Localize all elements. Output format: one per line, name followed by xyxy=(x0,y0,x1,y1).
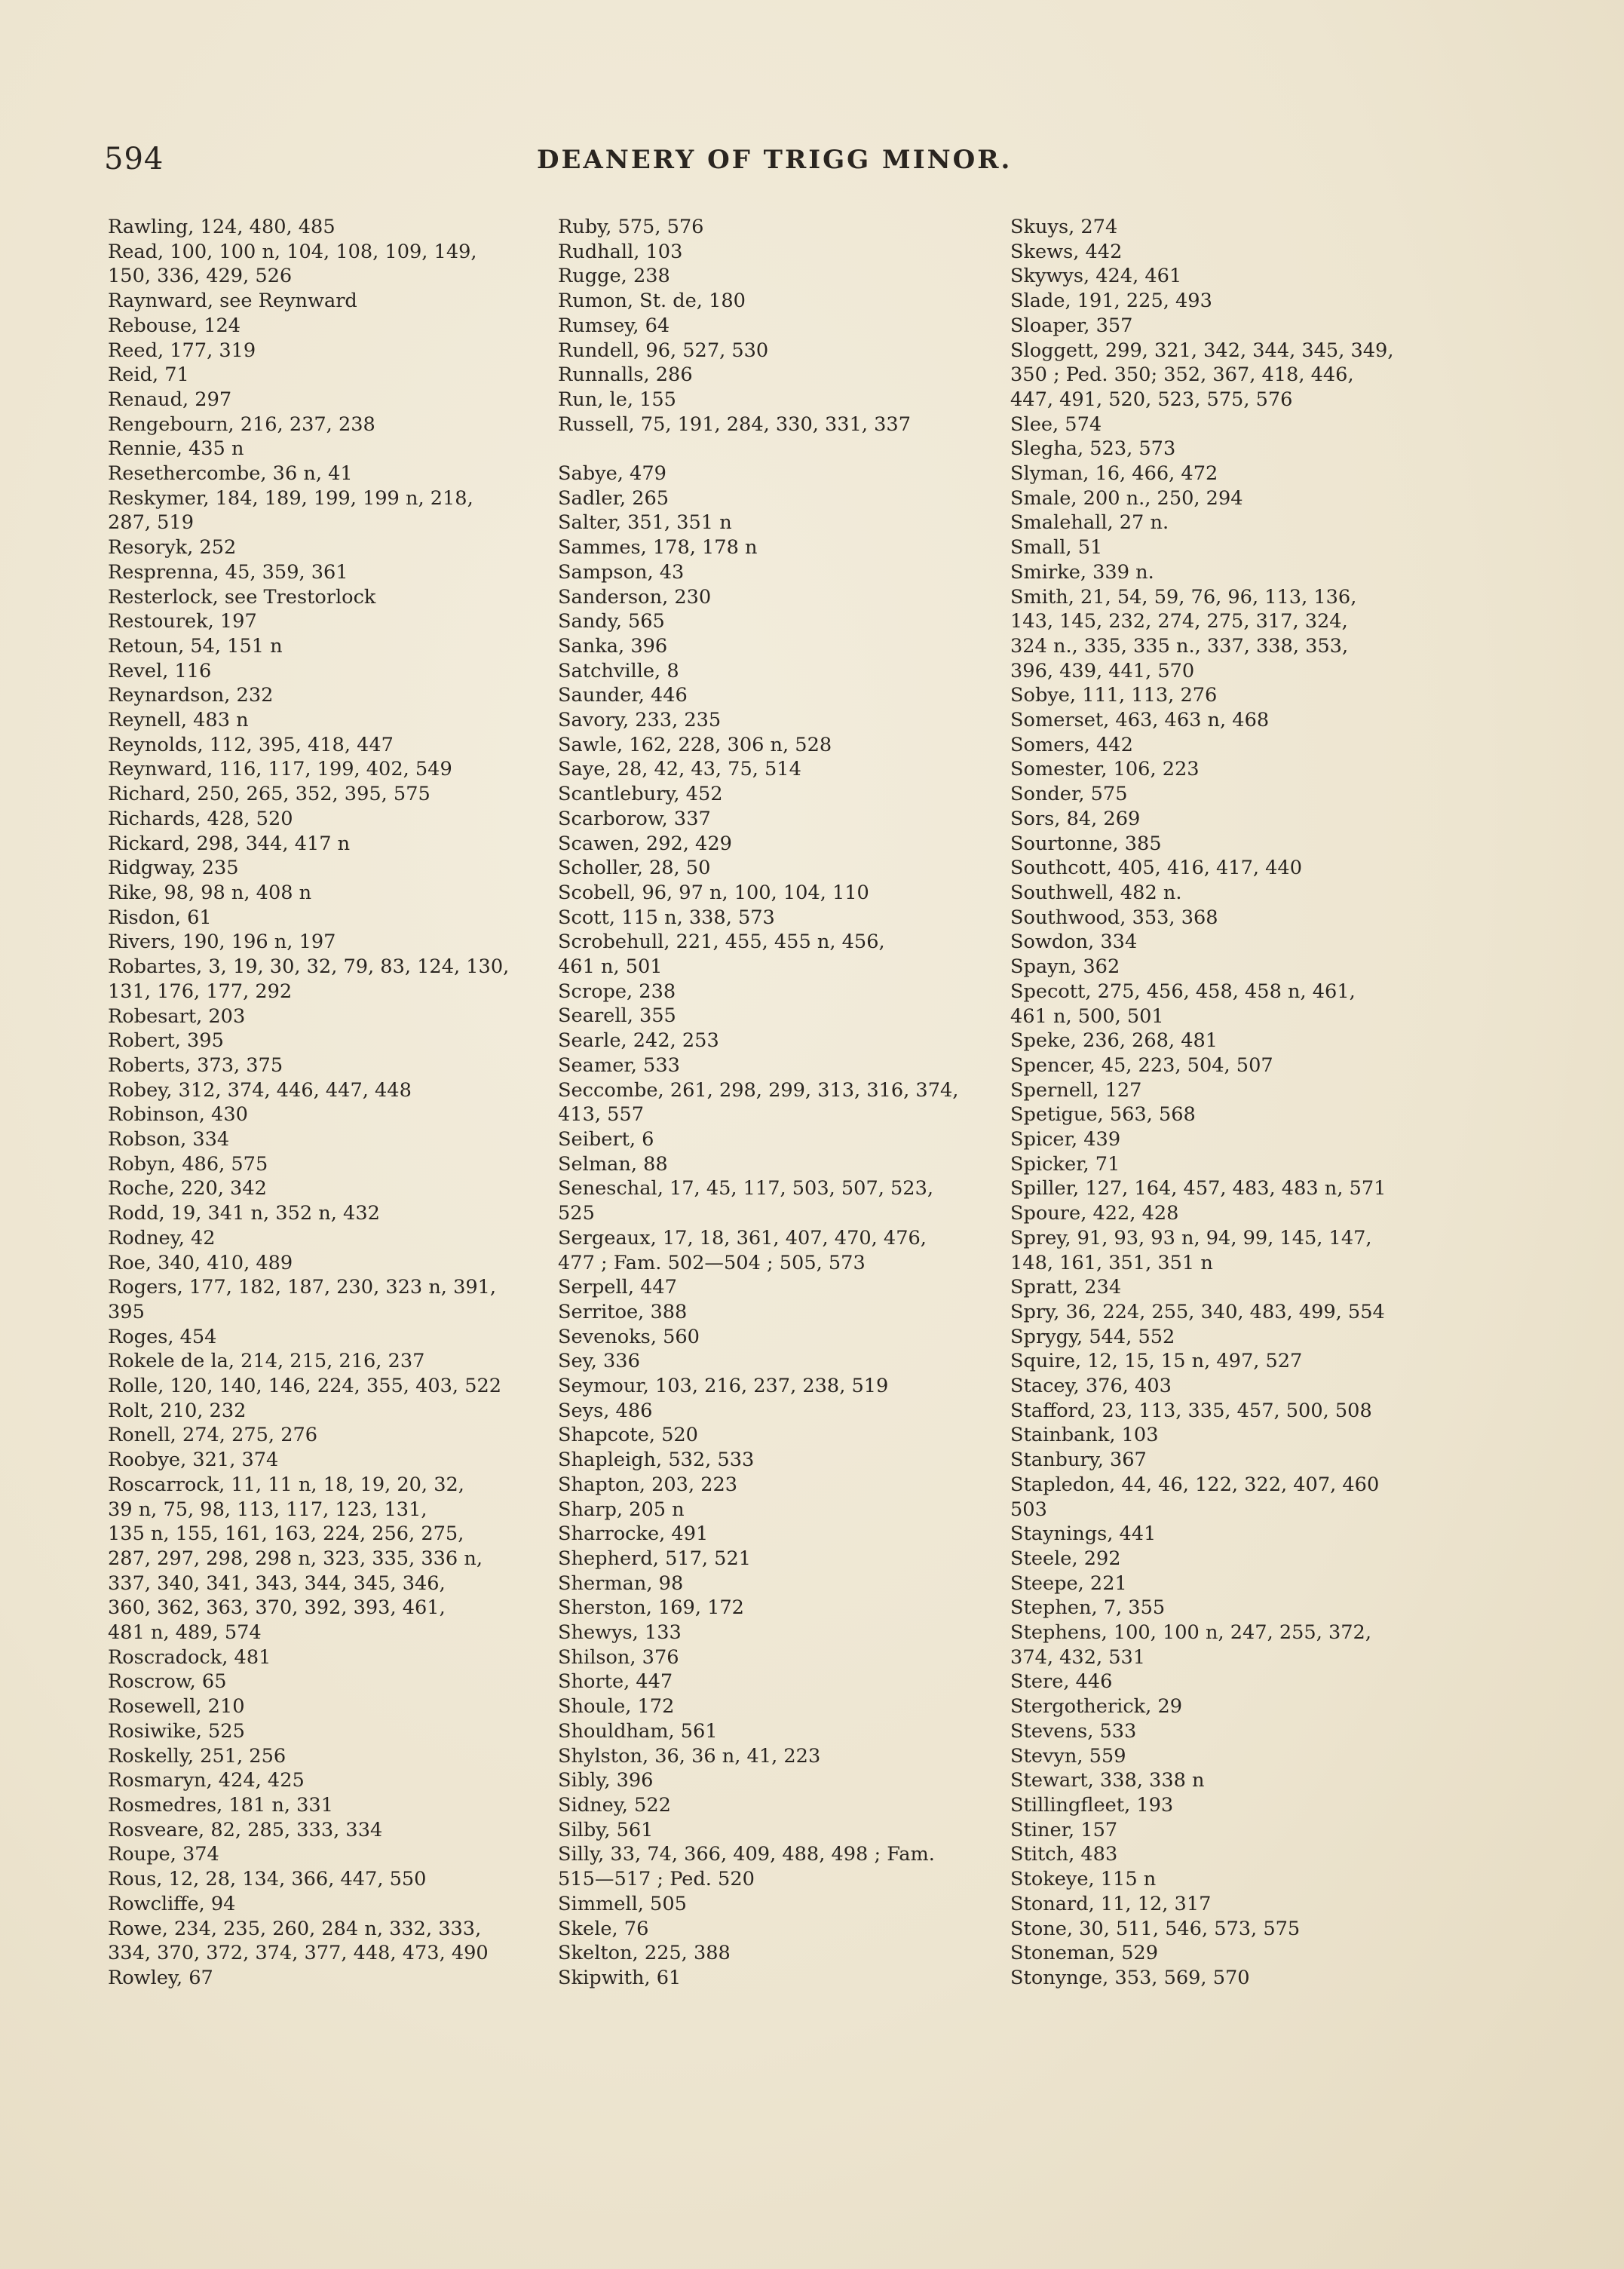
index-entry: Seneschal, 17, 45, 117, 503, 507, 523, xyxy=(558,1177,934,1200)
index-entry: Sey, 336 xyxy=(558,1350,640,1373)
index-entry: Spayn, 362 xyxy=(1010,955,1120,979)
index-entry: Sherston, 169, 172 xyxy=(558,1596,744,1620)
index-entry: Smalehall, 27 n. xyxy=(1010,511,1169,535)
index-entry: Rivers, 190, 196 n, 197 xyxy=(108,931,336,954)
index-entry: Steele, 292 xyxy=(1010,1547,1121,1570)
index-entry: Restourek, 197 xyxy=(108,610,257,633)
index-entry: 395 xyxy=(108,1300,145,1323)
index-entry: 515—517 ; Ped. 520 xyxy=(558,1868,755,1891)
index-entry: Spicer, 439 xyxy=(1010,1128,1121,1151)
index-entry: Spry, 36, 224, 255, 340, 483, 499, 554 xyxy=(1010,1300,1385,1323)
index-entry: Shorte, 447 xyxy=(558,1670,673,1694)
index-entry: Shoule, 172 xyxy=(558,1695,675,1719)
index-entry: Sloaper, 357 xyxy=(1010,314,1133,337)
index-entry: Stapledon, 44, 46, 122, 322, 407, 460 xyxy=(1010,1473,1380,1496)
index-entry: Searle, 242, 253 xyxy=(558,1029,719,1053)
index-entry: Seamer, 533 xyxy=(558,1053,680,1077)
index-entry: Somers, 442 xyxy=(1010,733,1133,756)
index-entry: 525 xyxy=(558,1202,595,1225)
index-entry: Rumsey, 64 xyxy=(558,314,670,337)
index-entry: Spernell, 127 xyxy=(1010,1078,1142,1102)
index-entry: Stafford, 23, 113, 335, 457, 500, 508 xyxy=(1010,1399,1372,1422)
index-entry: Seccombe, 261, 298, 299, 313, 316, 374, xyxy=(558,1078,959,1102)
index-entry: Resterlock, see Trestorlock xyxy=(108,585,376,609)
index-entry: Rosiwike, 525 xyxy=(108,1719,245,1743)
index-entry: Smale, 200 n., 250, 294 xyxy=(1010,486,1243,510)
index-entry: Sanderson, 230 xyxy=(558,585,712,609)
index-entry: Speke, 236, 268, 481 xyxy=(1010,1029,1218,1053)
index-entry: Spoure, 422, 428 xyxy=(1010,1202,1179,1225)
index-entry: Reynardson, 232 xyxy=(108,684,274,707)
index-entry: 131, 176, 177, 292 xyxy=(108,980,293,1003)
index-entry: Seys, 486 xyxy=(558,1399,653,1422)
index-entry: 337, 340, 341, 343, 344, 345, 346, xyxy=(108,1571,446,1595)
index-entry: Rike, 98, 98 n, 408 n xyxy=(108,881,312,904)
index-entry: 135 n, 155, 161, 163, 224, 256, 275, xyxy=(108,1522,464,1546)
index-entry: Skelton, 225, 388 xyxy=(558,1942,731,1965)
index-entry: Saunder, 446 xyxy=(558,684,688,707)
index-entry: Roscarrock, 11, 11 n, 18, 19, 20, 32, xyxy=(108,1473,464,1496)
index-entry: Rodney, 42 xyxy=(108,1226,216,1249)
index-entry: Sourtonne, 385 xyxy=(1010,832,1162,855)
index-entry: Spencer, 45, 223, 504, 507 xyxy=(1010,1053,1273,1077)
index-entry: Seymour, 103, 216, 237, 238, 519 xyxy=(558,1375,889,1398)
index-entry: 461 n, 501 xyxy=(558,955,663,979)
index-entry: Retoun, 54, 151 n xyxy=(108,634,283,658)
index-entry: Rumon, St. de, 180 xyxy=(558,290,746,313)
index-entry: 148, 161, 351, 351 n xyxy=(1010,1251,1213,1274)
index-entry: Skipwith, 61 xyxy=(558,1966,682,1989)
index-entry: 287, 297, 298, 298 n, 323, 335, 336 n, xyxy=(108,1547,483,1570)
index-entry: Rebouse, 124 xyxy=(108,314,241,337)
index-entry: Stanbury, 367 xyxy=(1010,1449,1147,1472)
index-entry: Selman, 88 xyxy=(558,1152,668,1176)
index-entry: 287, 519 xyxy=(108,511,194,535)
index-entry: Reskymer, 184, 189, 199, 199 n, 218, xyxy=(108,486,473,510)
index-entry: Robey, 312, 374, 446, 447, 448 xyxy=(108,1078,412,1102)
section-gap xyxy=(558,437,1010,461)
index-entry: Sandy, 565 xyxy=(558,610,665,633)
index-entry: Stitch, 483 xyxy=(1010,1843,1118,1866)
index-entry: Roscrow, 65 xyxy=(108,1670,227,1694)
index-entry: Rosveare, 82, 285, 333, 334 xyxy=(108,1818,383,1841)
index-entry: Spratt, 234 xyxy=(1010,1276,1122,1299)
index-entry: Rickard, 298, 344, 417 n xyxy=(108,832,351,855)
index-entry: Ridgway, 235 xyxy=(108,857,239,880)
index-entry: Richards, 428, 520 xyxy=(108,807,293,830)
index-entry: Smirke, 339 n. xyxy=(1010,560,1154,584)
index-entry: Rawling, 124, 480, 485 xyxy=(108,216,336,238)
index-entry: Stere, 446 xyxy=(1010,1670,1113,1694)
index-entry: Saye, 28, 42, 43, 75, 514 xyxy=(558,758,801,781)
page-number: 594 xyxy=(104,142,164,176)
index-entry: Sampson, 43 xyxy=(558,560,685,584)
index-entry: Rosmaryn, 424, 425 xyxy=(108,1769,305,1792)
index-entry: Robson, 334 xyxy=(108,1128,230,1151)
index-entry: Stiner, 157 xyxy=(1010,1818,1118,1841)
index-entry: Robinson, 430 xyxy=(108,1103,248,1127)
index-entry: Sprey, 91, 93, 93 n, 94, 99, 145, 147, xyxy=(1010,1226,1372,1249)
index-entry: Roscradock, 481 xyxy=(108,1645,271,1669)
index-entry: Rosmedres, 181 n, 331 xyxy=(108,1794,333,1817)
index-entry: Scott, 115 n, 338, 573 xyxy=(558,906,775,929)
index-entry: Spicker, 71 xyxy=(1010,1152,1120,1176)
index-entry: Russell, 75, 191, 284, 330, 331, 337 xyxy=(558,412,911,436)
index-entry: Resoryk, 252 xyxy=(108,536,237,560)
index-entry: Spetigue, 563, 568 xyxy=(1010,1103,1196,1127)
index-entry: Shylston, 36, 36 n, 41, 223 xyxy=(558,1744,821,1768)
index-entry: Southwood, 353, 368 xyxy=(1010,906,1218,929)
index-entry: Rengebourn, 216, 237, 238 xyxy=(108,412,375,436)
index-entry: 461 n, 500, 501 xyxy=(1010,1004,1164,1028)
index-entry: Stillingfleet, 193 xyxy=(1010,1794,1174,1817)
index-entry: Shapleigh, 532, 533 xyxy=(558,1449,755,1472)
index-entry: Stonard, 11, 12, 317 xyxy=(1010,1892,1212,1915)
index-entry: Scarborow, 337 xyxy=(558,807,711,830)
index-entry: Roges, 454 xyxy=(108,1325,217,1348)
index-entry: Stewart, 338, 338 n xyxy=(1010,1769,1205,1792)
index-entry: Shewys, 133 xyxy=(558,1621,682,1645)
index-entry: Shapcote, 520 xyxy=(558,1424,698,1447)
index-entry: Sobye, 111, 113, 276 xyxy=(1010,684,1218,707)
index-entry: 374, 432, 531 xyxy=(1010,1645,1146,1669)
index-entry: Staynings, 441 xyxy=(1010,1522,1157,1546)
index-entry: Shepherd, 517, 521 xyxy=(558,1547,752,1570)
index-entry: Revel, 116 xyxy=(108,659,212,682)
index-entry: Southcott, 405, 416, 417, 440 xyxy=(1010,857,1302,880)
index-entry: Resprenna, 45, 359, 361 xyxy=(108,560,348,584)
index-entry: Rous, 12, 28, 134, 366, 447, 550 xyxy=(108,1868,427,1891)
index-entry: Roche, 220, 342 xyxy=(108,1177,267,1200)
index-entry: Stevens, 533 xyxy=(1010,1719,1137,1743)
index-entry: Serpell, 447 xyxy=(558,1276,677,1299)
index-entry: Shouldham, 561 xyxy=(558,1719,718,1743)
index-entry: Rowcliffe, 94 xyxy=(108,1892,236,1915)
index-entry: Roberts, 373, 375 xyxy=(108,1053,283,1077)
index-column-3 xyxy=(1010,215,1463,1991)
index-entry: Rolle, 120, 140, 146, 224, 355, 403, 522 xyxy=(108,1375,502,1398)
index-entry: Roskelly, 251, 256 xyxy=(108,1744,286,1768)
index-entry: Seibert, 6 xyxy=(558,1128,654,1151)
index-entry: Rodd, 19, 341 n, 352 n, 432 xyxy=(108,1202,380,1225)
index-entry: Skuys, 274 xyxy=(1010,216,1118,238)
index-entry: Scrope, 238 xyxy=(558,980,676,1003)
index-entry: Robesart, 203 xyxy=(108,1004,246,1028)
index-entry: Sowdon, 334 xyxy=(1010,931,1138,954)
running-head: DEANERY OF TRIGG MINOR. xyxy=(537,145,1013,175)
index-entry: Sanka, 396 xyxy=(558,634,668,658)
index-entry: Scantlebury, 452 xyxy=(558,783,723,806)
index-entry: Skele, 76 xyxy=(558,1917,649,1940)
index-entry: Ruby, 575, 576 xyxy=(558,216,704,238)
index-entry: Sonder, 575 xyxy=(1010,783,1128,806)
index-entry: Sibly, 396 xyxy=(558,1769,654,1792)
index-entry: Renaud, 297 xyxy=(108,388,232,411)
index-entry: 477 ; Fam. 502—504 ; 505, 573 xyxy=(558,1251,866,1274)
index-entry: Scawen, 292, 429 xyxy=(558,832,732,855)
index-entry: Squire, 12, 15, 15 n, 497, 527 xyxy=(1010,1350,1303,1373)
index-entry: Silby, 561 xyxy=(558,1818,654,1841)
index-entry: 39 n, 75, 98, 113, 117, 123, 131, xyxy=(108,1498,427,1521)
index-entry: Sergeaux, 17, 18, 361, 407, 470, 476, xyxy=(558,1226,927,1249)
index-entry: Reynolds, 112, 395, 418, 447 xyxy=(108,733,394,756)
index-entry: 396, 439, 441, 570 xyxy=(1010,659,1195,682)
index-entry: Specott, 275, 456, 458, 458 n, 461, xyxy=(1010,980,1356,1003)
index-entry: Stephens, 100, 100 n, 247, 255, 372, xyxy=(1010,1621,1371,1645)
index-entry: Reynward, 116, 117, 199, 402, 549 xyxy=(108,758,452,781)
index-entry: Savory, 233, 235 xyxy=(558,709,722,732)
index-entry: Serritoe, 388 xyxy=(558,1300,688,1323)
index-entry: Sloggett, 299, 321, 342, 344, 345, 349, xyxy=(1010,339,1394,362)
index-entry: Sprygy, 544, 552 xyxy=(1010,1325,1175,1348)
index-entry: Rugge, 238 xyxy=(558,265,670,288)
index-entry: Stevyn, 559 xyxy=(1010,1744,1126,1768)
index-entry: Sors, 84, 269 xyxy=(1010,807,1141,830)
index-entry: Sevenoks, 560 xyxy=(558,1325,700,1348)
index-entry: Sabye, 479 xyxy=(558,462,666,486)
index-entry: Stephen, 7, 355 xyxy=(1010,1596,1166,1620)
index-entry: Sadler, 265 xyxy=(558,486,670,510)
index-entry: Salter, 351, 351 n xyxy=(558,511,732,535)
index-entry: Sharp, 205 n xyxy=(558,1498,685,1521)
index-entry: Southwell, 482 n. xyxy=(1010,881,1182,904)
index-entry: 447, 491, 520, 523, 575, 576 xyxy=(1010,388,1293,411)
index-entry: Raynward, see Reynward xyxy=(108,290,357,313)
index-entry: Skews, 442 xyxy=(1010,240,1123,263)
index-entry: Spiller, 127, 164, 457, 483, 483 n, 571 xyxy=(1010,1177,1387,1200)
index-entry: Roobye, 321, 374 xyxy=(108,1449,279,1472)
index-entry: Silly, 33, 74, 366, 409, 488, 498 ; Fam. xyxy=(558,1843,935,1866)
index-entry: Sherman, 98 xyxy=(558,1571,684,1595)
index-entry: Richard, 250, 265, 352, 395, 575 xyxy=(108,783,431,806)
index-entry: 334, 370, 372, 374, 377, 448, 473, 490 xyxy=(108,1942,489,1965)
index-entry: Skywys, 424, 461 xyxy=(1010,265,1182,288)
index-entry: Steepe, 221 xyxy=(1010,1571,1127,1595)
index-entry: Robert, 395 xyxy=(108,1029,224,1053)
index-entry: Stainbank, 103 xyxy=(1010,1424,1159,1447)
index-entry: Satchville, 8 xyxy=(558,659,679,682)
index-entry: 324 n., 335, 335 n., 337, 338, 353, xyxy=(1010,634,1349,658)
index-entry: Scobell, 96, 97 n, 100, 104, 110 xyxy=(558,881,869,904)
index-entry: Roe, 340, 410, 489 xyxy=(108,1251,293,1274)
index-entry: Stonynge, 353, 569, 570 xyxy=(1010,1966,1250,1989)
index-entry: Run, le, 155 xyxy=(558,388,676,411)
index-entry: Searell, 355 xyxy=(558,1004,676,1028)
index-entry: Rogers, 177, 182, 187, 230, 323 n, 391, xyxy=(108,1276,497,1299)
index-entry: Scrobehull, 221, 455, 455 n, 456, xyxy=(558,931,885,954)
index-entry: Sawle, 162, 228, 306 n, 528 xyxy=(558,733,832,756)
index-entry: Resethercombe, 36 n, 41 xyxy=(108,462,353,486)
index-entry: Rokele de la, 214, 215, 216, 237 xyxy=(108,1350,425,1373)
index-entry: Slegha, 523, 573 xyxy=(1010,437,1176,461)
index-entry: 150, 336, 429, 526 xyxy=(108,265,293,288)
index-entry: 360, 362, 363, 370, 392, 393, 461, xyxy=(108,1596,446,1620)
index-entry: Reed, 177, 319 xyxy=(108,339,256,362)
index-entry: Rennie, 435 n xyxy=(108,437,244,461)
index-entry: Shapton, 203, 223 xyxy=(558,1473,738,1496)
index-entry: Rolt, 210, 232 xyxy=(108,1399,247,1422)
index-entry: 350 ; Ped. 350; 352, 367, 418, 446, xyxy=(1010,363,1354,387)
index-entry: Read, 100, 100 n, 104, 108, 109, 149, xyxy=(108,240,477,263)
index-entry: 503 xyxy=(1010,1498,1047,1521)
index-entry: Slyman, 16, 466, 472 xyxy=(1010,462,1218,486)
index-entry: Slee, 574 xyxy=(1010,412,1102,436)
index-entry: Somester, 106, 223 xyxy=(1010,758,1200,781)
index-entry: Stoneman, 529 xyxy=(1010,1942,1158,1965)
index-entry: Sharrocke, 491 xyxy=(558,1522,709,1546)
index-entry: Reid, 71 xyxy=(108,363,189,387)
index-entry: Stone, 30, 511, 546, 573, 575 xyxy=(1010,1917,1301,1940)
index-entry: Somerset, 463, 463 n, 468 xyxy=(1010,709,1270,732)
index-entry: Scholler, 28, 50 xyxy=(558,857,711,880)
index-entry: Smith, 21, 54, 59, 76, 96, 113, 136, xyxy=(1010,585,1357,609)
index-entry: Risdon, 61 xyxy=(108,906,212,929)
index-entry: Robartes, 3, 19, 30, 32, 79, 83, 124, 130, xyxy=(108,955,510,979)
index-entry: Rudhall, 103 xyxy=(558,240,683,263)
index-column-1 xyxy=(108,215,560,1991)
index-entry: Roupe, 374 xyxy=(108,1843,219,1866)
index-entry: Slade, 191, 225, 493 xyxy=(1010,290,1212,313)
index-entry: Simmell, 505 xyxy=(558,1892,687,1915)
index-entry: 143, 145, 232, 274, 275, 317, 324, xyxy=(1010,610,1348,633)
index-entry: Rowe, 234, 235, 260, 284 n, 332, 333, xyxy=(108,1917,482,1940)
index-entry: Stokeye, 115 n xyxy=(1010,1868,1157,1891)
index-entry: Shilson, 376 xyxy=(558,1645,679,1669)
index-entry: Small, 51 xyxy=(1010,536,1103,560)
index-entry: 413, 557 xyxy=(558,1103,644,1127)
index-entry: Sidney, 522 xyxy=(558,1793,671,1817)
index-entry: Reynell, 483 n xyxy=(108,709,249,732)
index-column-2 xyxy=(558,215,1010,1991)
index-entry: Stergotherick, 29 xyxy=(1010,1695,1183,1719)
index-entry: Rundell, 96, 527, 530 xyxy=(558,339,769,362)
index-entry: Rowley, 67 xyxy=(108,1966,213,1989)
index-entry: 481 n, 489, 574 xyxy=(108,1621,262,1645)
index-entry: Runnalls, 286 xyxy=(558,363,693,387)
index-entry: Stacey, 376, 403 xyxy=(1010,1375,1172,1398)
index-entry: Sammes, 178, 178 n xyxy=(558,536,758,560)
index-entry: Robyn, 486, 575 xyxy=(108,1152,268,1176)
index-entry: Ronell, 274, 275, 276 xyxy=(108,1424,318,1447)
index-entry: Rosewell, 210 xyxy=(108,1695,245,1719)
